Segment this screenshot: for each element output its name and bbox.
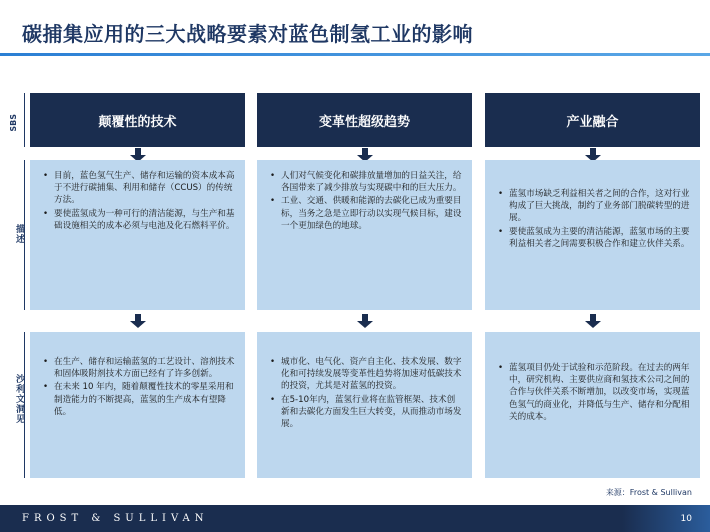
column-header-disruptive-tech: 颠覆性的技术 <box>30 93 245 147</box>
description-item: • 工业、交通、供暖和能源的去碳化已成为重要目标，当务之急是立即行动以实现气候目标，建设一个更加绿色的地球。 <box>267 195 462 232</box>
insight-item: • 在未来 10 年内，随着颠覆性技术的零星采用和制造能力的不断提高，蓝氢的生产成本有望降低。 <box>40 381 235 418</box>
description-item: • 蓝氢市场缺乏利益相关者之间的合作，这对行业构成了巨大挑战，制约了业务部门脱碳转型的进展。 <box>495 188 690 225</box>
insight-box-industry-convergence <box>485 332 700 478</box>
column-header-megatrends: 变革性超级趋势 <box>257 93 472 147</box>
brand-logo: FROST & SULLIVAN <box>22 513 209 524</box>
description-item: • 要使蓝氢成为一种可行的清洁能源，与生产和基础设施相关的成本必须与电池及化石燃料平价。 <box>40 208 235 232</box>
side-divider-insight <box>24 332 25 478</box>
description-box-megatrends <box>257 160 472 310</box>
arrow-down-icon <box>357 314 373 328</box>
arrow-down-icon <box>585 314 601 328</box>
page-number: 10 <box>680 514 692 524</box>
description-item: • 要使蓝氢成为主要的清洁能源，蓝氢市场的主要利益相关者之间需要积极合作和建立伙伴关系。 <box>495 226 690 250</box>
side-label-description: 描述 <box>14 224 24 244</box>
side-divider-sbs <box>24 93 25 147</box>
side-label-insight: 沙利文洞见 <box>14 374 24 424</box>
side-divider-description <box>24 160 25 310</box>
description-item: • 目前，蓝色氢气生产、储存和运输的资本成本高于不进行碳捕集、利用和储存（CCUS）的传统方法。 <box>40 170 235 207</box>
insight-item: • 在生产、储存和运输蓝氢的工艺设计、溶剂技术和固体吸附剂技术方面已经有了许多创新。 <box>40 356 235 380</box>
description-item: • 人们对气候变化和碳排放量增加的日益关注，给各国带来了减少排放与实现碳中和的巨大压力。 <box>267 170 462 194</box>
source-note: 来源：Frost & Sullivan <box>605 488 692 497</box>
insight-item: • 城市化、电气化、资产自主化、技术发展、数字化和可持续发展等变革性趋势将加速对低碳技术的投资，尤其是对蓝氢的投资。 <box>267 356 462 393</box>
description-box-industry-convergence <box>485 160 700 310</box>
description-box-disruptive-tech <box>30 160 245 310</box>
insight-box-megatrends <box>257 332 472 478</box>
arrow-down-icon <box>130 314 146 328</box>
side-label-sbs: SBS <box>9 114 18 132</box>
page-title: 碳捕集应用的三大战略要素对蓝色制氢工业的影响 <box>22 22 473 46</box>
insight-item: • 在5-10年内，蓝氢行业将在监管框架、技术创新和去碳化方面发生巨大转变，从而推动市场发展。 <box>267 394 462 431</box>
insight-box-disruptive-tech <box>30 332 245 478</box>
column-header-industry-convergence: 产业融合 <box>485 93 700 147</box>
title-rule <box>0 53 710 56</box>
insight-item: • 蓝氢项目仍处于试验和示范阶段。在过去的两年中，研究机构、主要供应商和氢技术公司之间的合作与伙伴关系不断增加，以改变市场，实现蓝色氢气的商业化，并降低与生产、储存和分配相关的成本。 <box>495 362 690 423</box>
footer-accent <box>622 505 710 532</box>
